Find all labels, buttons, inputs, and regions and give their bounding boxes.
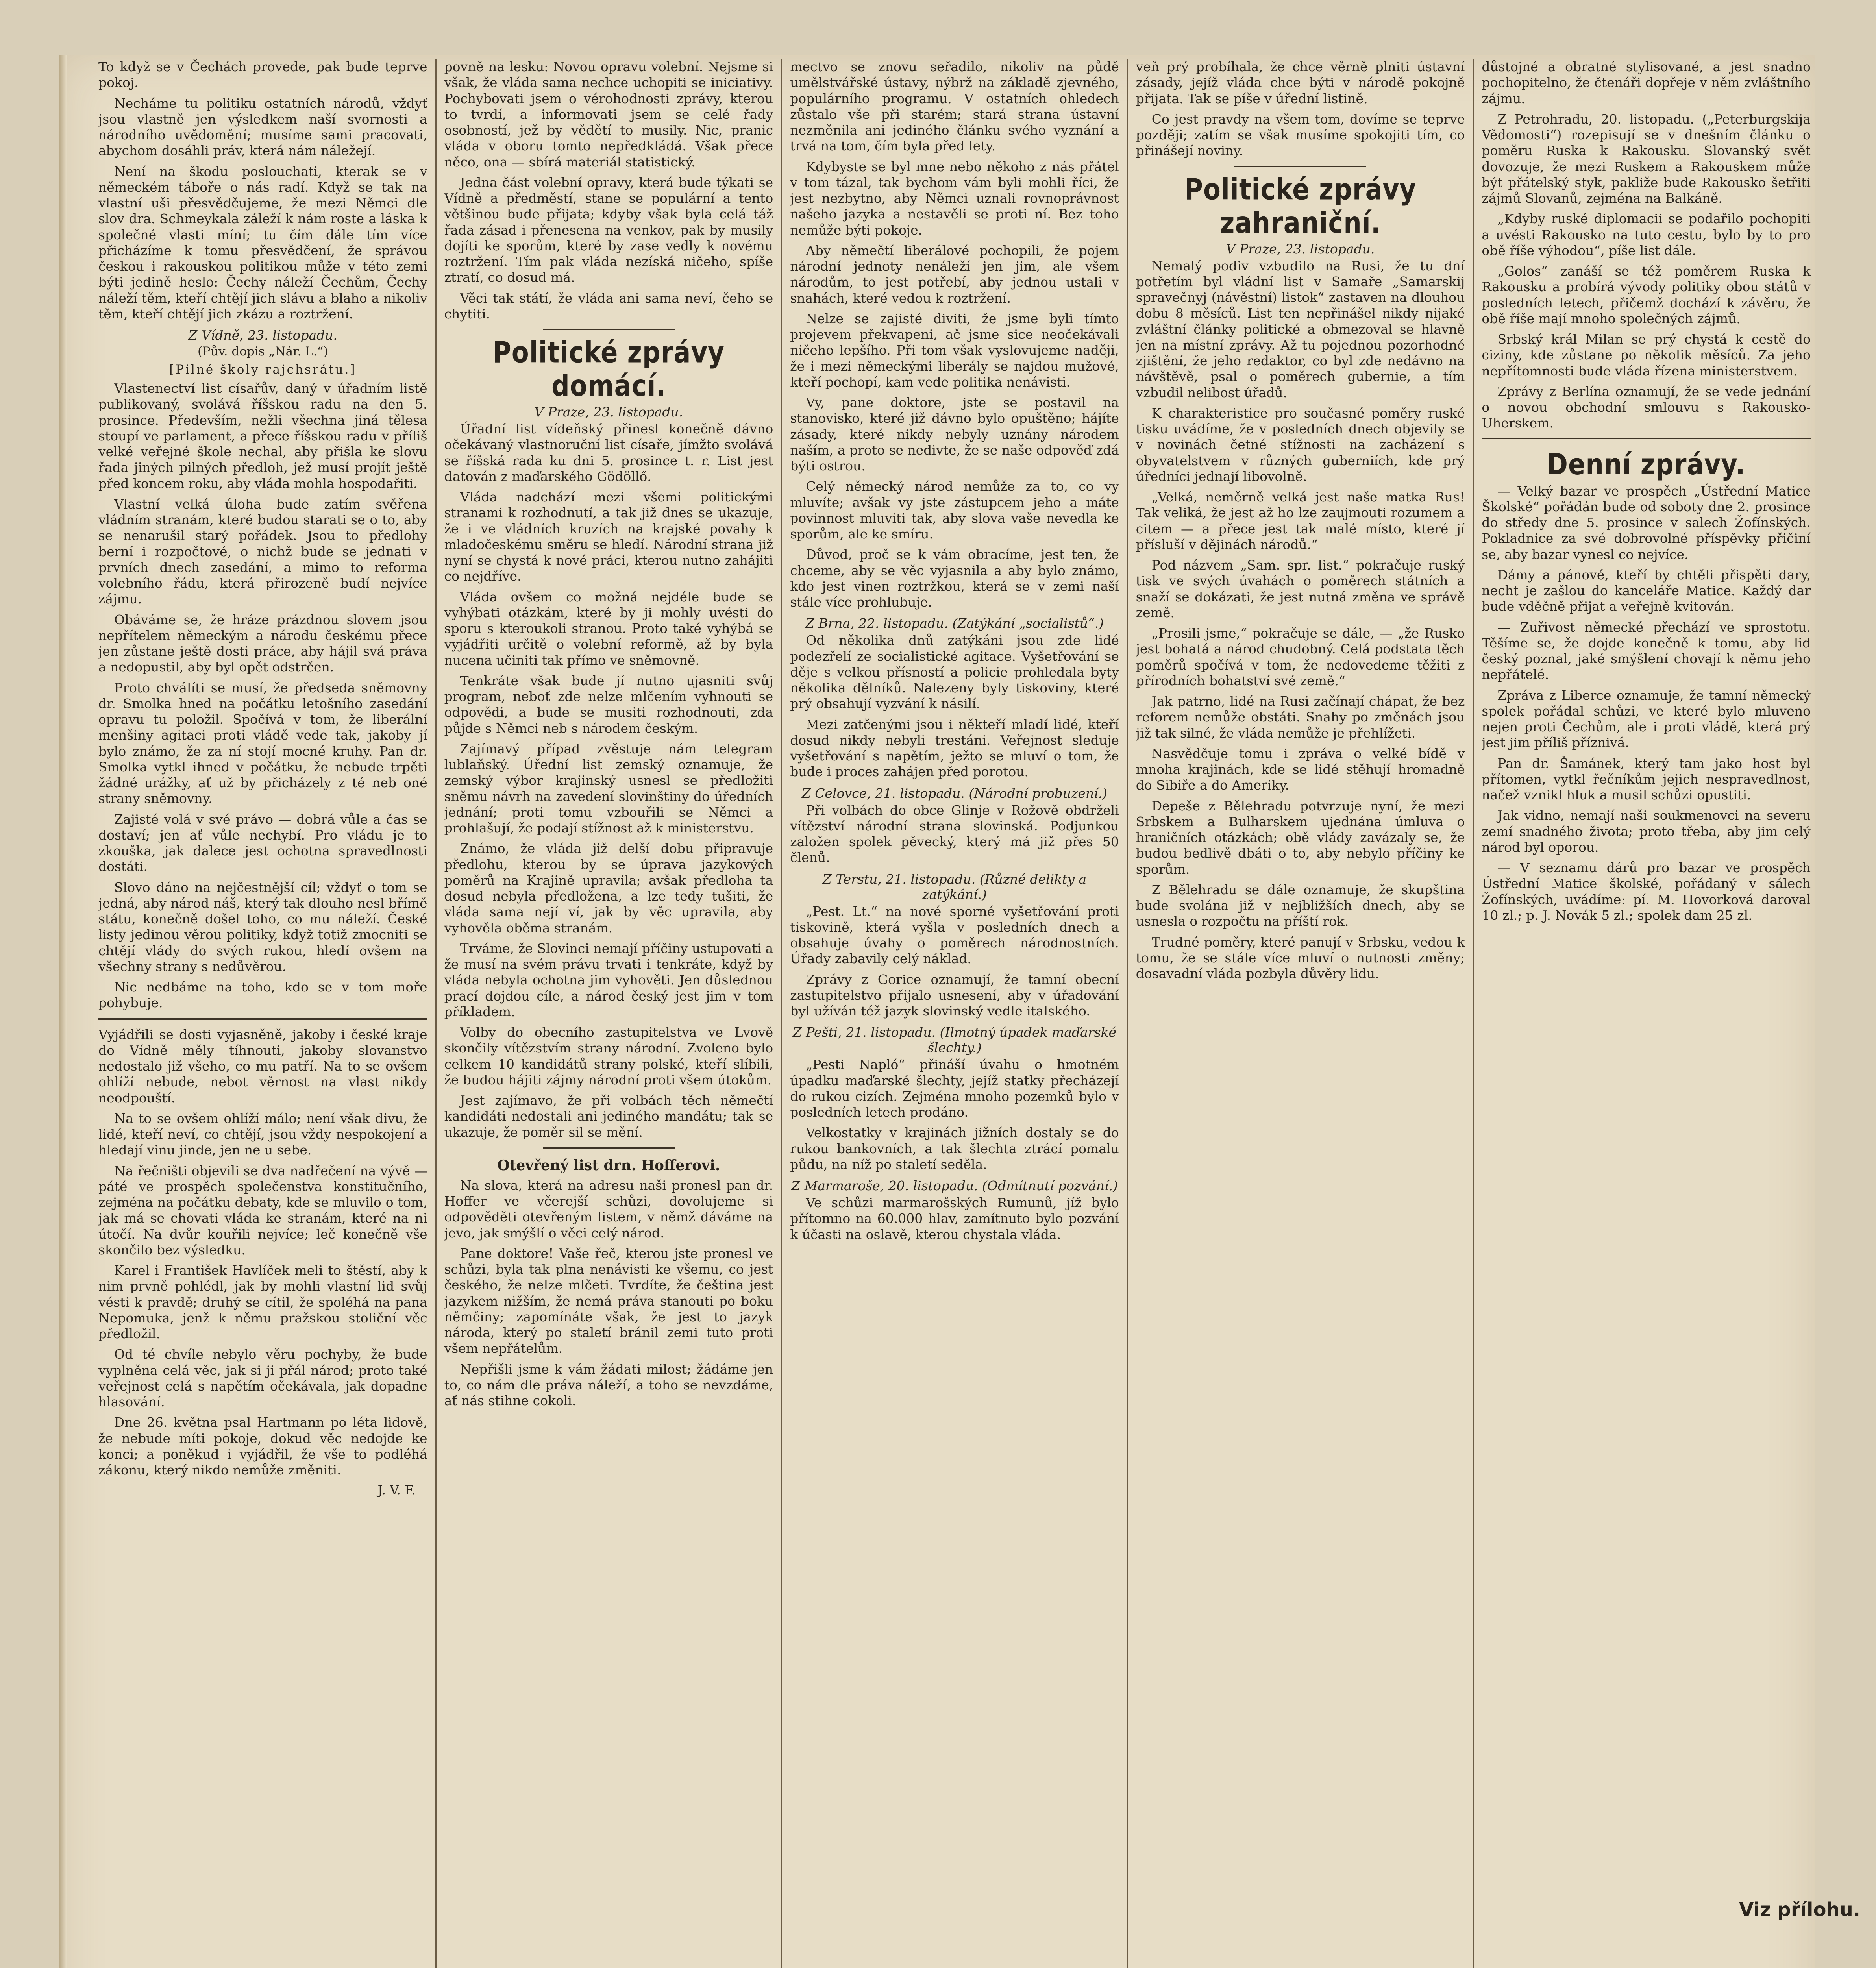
- divider: [543, 329, 674, 330]
- paragraph: Depeše z Bělehradu potvrzuje nyní, že mezi Srbskem a Bulharskem ujednána úmluva o hraničních otázkách; obě vlády zavázaly se, že budou bedlivě dbáti o to, aby nebylo příčiny ke sporům.: [1136, 798, 1465, 877]
- paragraph: Karel i František Havlíček meli to štěstí, aby k nim prvně pohlédl, jak by mohli vlastní lid svůj vésti k pravdě; druhý se cítil, že spoléhá na pana Nepomuka, jenž k němu pražskou stoliční věc předložil.: [98, 1263, 427, 1341]
- paragraph: Na řečništi objevili se dva nadřečení na vývě — páté ve prospěch společenstva konstitučního, zejména na počátku debaty, kde se mluvilo o tom, jak má se chovati vláda ke stranám, které na ni útočí. Na dvůr kouřili nejvíce; leč konečně vše skončilo bez výsledku.: [98, 1163, 427, 1258]
- dateline: V Praze, 23. listopadu.: [1226, 241, 1375, 257]
- paragraph: povně na lesku: Novou opravu volební. Nejsme si však, že vláda sama nechce uchopiti se iniciativy. Pochybovati jsem o vérohodnosti zprávy, kterou to tvrdí, a informovati jsem se celé řady osobností, jež by vědětí to musily. Nic, pranic vláda v oboru tomto nepředkládá. Však přece něco, ona — sbírá materiál statistický.: [444, 59, 773, 170]
- paragraph: „Kdyby ruské diplomacii se podařilo pochopiti a uvésti Rakousko na tuto cestu, bylo by to pro obě říše výhodou“, píše list dále.: [1482, 211, 1811, 258]
- paragraph: Jak vidno, nemají naši soukmenovci na severu zemí snadného života; proto třeba, aby jim celý národ byl oporou.: [1482, 808, 1811, 855]
- paragraph: Důvod, proč se k vám obracíme, jest ten, že chceme, aby se věc vyjasnila a aby bylo známo, kdo jest vinen roztržkou, která se v zemi naší stále více prohlubuje.: [790, 547, 1119, 610]
- paragraph: Nepřišli jsme k vám žádati milost; žádáme jen to, co nám dle práva náleží, a toho se nevzdáme, ať nás stihne cokoli.: [444, 1361, 773, 1408]
- paragraph: Pan dr. Šamánek, který tam jako host byl přítomen, vytkl řečníkům jejich nespravedlnost, načež vznikl hluk a musil schůzi opustiti.: [1482, 755, 1811, 803]
- paragraph: Aby němečtí liberálové pochopili, že pojem národní jednoty nenáleží jen jim, ale všem národům, to jest potřebí, aby jednou ustali v snahách, které vedou k roztržení.: [790, 242, 1119, 306]
- paragraph: Vy, pane doktore, jste se postavil na stanovisko, které již dávno bylo opuštěno; hájíte zásady, které nikdy nebyly uznány národem naším, a proto se nedivte, že se naše odpověď zdá býti ostrou.: [790, 395, 1119, 474]
- paragraph: Srbský král Milan se prý chystá k cestě do ciziny, kde zůstane po několik měsíců. Za jeho nepřítomnosti bude vláda řízena ministerstvem.: [1482, 331, 1811, 379]
- paragraph: Trváme, že Slovinci nemají příčiny ustupovati a že musí na svém právu trvati i tenkráte, když by vláda nebyla ochotna jim vyhověti. Jen důslednou prací dojdou cíle, a národ český jest jim v tom příkladem.: [444, 940, 773, 1019]
- paragraph: — Velký bazar ve prospěch „Ústřední Matice Školské“ pořádán bude od soboty dne 2. prosince do středy dne 5. prosince v salech Žofínských. Pokladnice za své dobrovolné příspěvky přičiní se, aby bazar vynesl co nejvíce.: [1482, 483, 1811, 562]
- paragraph: Zprávy z Gorice oznamují, že tamní obecní zastupitelstvo přijalo usnesení, aby v úřadování byl užíván též jazyk slovinský vedle italského.: [790, 971, 1119, 1019]
- divider: [543, 1147, 674, 1149]
- article-subtitle: [Pilné školy rajchsrátu.]: [169, 363, 357, 377]
- paragraph: Nemalý podiv vzbudilo na Rusi, že tu dní potřetím byl vládní list v Samaře „Samarskij spravečnyj (návěstní) listok“ zastaven na dlouhou dobu 8 měsíců. List ten nepřinášel nikdy nijaké zvláštní články politické a obmezoval se hlavně jen na místní zprávy. Až tu pojednou pozorhodné zjištění, že jeho redaktor, co byl zde nedávno na návštěvě, psal o poměrech gubernie, a tím vzbudil nelibost úřadů.: [1136, 258, 1465, 400]
- newspaper-columns: [98, 59, 1819, 1968]
- paragraph: „Velká, neměrně velká jest naše matka Rus! Tak veliká, že jest až ho lze zaujmouti rozumem a citem — a přece jest tak malé místo, které jí přísluší v dějinách národů.“: [1136, 489, 1465, 552]
- paragraph: Volby do obecního zastupitelstva ve Lvově skončily vítězstvím strany národní. Zvoleno bylo celkem 10 kandidátů strany polské, kteří slíbili, že budou hájiti zájmy národní proti všem útokům.: [444, 1025, 773, 1088]
- dateline: Z Celovce, 21. listopadu. (Národní probuzení.): [801, 785, 1108, 801]
- paragraph: Nechámе tu politiku ostatních národů, vždyť jsou vlastně jen výsledkem naší svornosti a národního uvědomění; musíme sami pracovati, abychom dosáhli práv, která nám náležejí.: [98, 95, 427, 159]
- paragraph: Věci tak státí, že vláda ani sama neví, čeho se chytiti.: [444, 290, 773, 322]
- paragraph: „Golos“ zanáší se též poměrem Ruska k Rakousku a probírá vývody politiky obou států v posledních letech, přičemž dochází k závěru, že obě říše mají mnoho společných zájmů.: [1482, 263, 1811, 326]
- paragraph: Známo, že vláda již delší dobu připravuje předlohu, kterou by se úprava jazykových poměrů na Krajině upravila; avšak předloha ta dosud nebyla předložena, a lze tedy tušiti, že vláda sama nejí ví, jak by věc upravila, aby vyhověla oběma stranám.: [444, 841, 773, 936]
- paragraph: Trudné poměry, které panují v Srbsku, vedou k tomu, že se stále více mluví o nutnosti změny; dosavadní vláda pozbyla důvěry lidu.: [1136, 934, 1465, 981]
- section-heading: Politické zprávy domácí.: [492, 336, 725, 403]
- dateline-source: (Pův. dopis „Nár. L.“): [197, 344, 328, 359]
- dateline: Z Terstu, 21. listopadu. (Různé delikty a zatýkání.): [822, 871, 1087, 902]
- paragraph: Nasvědčuje tomu i zpráva o velké bídě v mnoha krajinách, kde se lidé stěhují hromadně do Sibiře a do Ameriky.: [1136, 745, 1465, 793]
- paragraph: „Pest. Lt.“ na nové sporné vyšetřování proti tiskovině, která vyšla v posledních dnech a obsahuje úvahy o poměrech národnostních. Úřady zabavily celý náklad.: [790, 903, 1119, 967]
- dateline: Z Vídně, 23. listopadu.: [188, 327, 338, 343]
- paragraph: Od několika dnů zatýkáni jsou zde lidé podezřelí ze socialistické agitace. Vyšetřování se děje s velkou přísností a policie prohledala byty několika dělníků. Nalezeny byly tiskoviny, které prý obsahují vyzvání k násilí.: [790, 633, 1119, 712]
- paragraph: Celý německý národ nemůže za to, co vy mluvíte; avšak vy jste zástupcem jeho a máte povinnost mluviti tak, aby slova vaše nevedla ke sporům, ale ke smíru.: [790, 479, 1119, 542]
- paragraph: Jest zajímavo, že při volbách těch němečtí kandidáti nedostali ani jediného mandátu; tak se ukazuje, že poměr sil se mění.: [444, 1093, 773, 1140]
- article-heading: Otevřený list drn. Hofferovi.: [497, 1157, 720, 1174]
- paragraph: Vláda ovšem co možná nejdéle bude se vyhýbati otázkám, které by ji mohly uvésti do sporu s kteroukoli stranou. Proto také vyhýbá se vyjádřiti určitě o volební reformě, až by byla nucena učiniti tak přímo ve sněmovně.: [444, 589, 773, 668]
- column-2: [444, 59, 783, 1968]
- see-supplement-note: Viz přílohu.: [1739, 1899, 1860, 1921]
- section-divider: [98, 1018, 427, 1020]
- section-heading: Denní zprávy.: [1547, 448, 1746, 482]
- paragraph: Mezi zatčenými jsou i někteří mladí lidé, kteří dosud nikdy nebyli trestáni. Veřejnost sleduje vyšetřování s napětím, ježto se mluví o tom, že bude i proces zahájen před porotou.: [790, 716, 1119, 780]
- paragraph: Na slova, která na adresu naši pronesl pan dr. Hoffer ve včerejší schůzi, dovolujeme si odpověděti otevřeným listem, v němž dáváme na jevo, jak smýšlí o věci celý národ.: [444, 1177, 773, 1241]
- paragraph: Obáváme se, že hráze prázdnou slovem jsou nepřítelem německým a národu českému přece jen zůstane ještě dosti práce, aby hájil svá práva a nedopustil, aby byl opět odstrčen.: [98, 612, 427, 675]
- dateline: Z Pešti, 21. listopadu. (Ilmotný úpadek maďarské šlechty.): [792, 1025, 1117, 1056]
- paragraph: Slovo dáno na nejčestnější cíl; vždyť o tom se jedná, aby národ náš, který tak dlouho nesl břímě státu, konečně došel toho, co mu náleží. České listy jedinou věrou politiky, když totiž zmocniti se chtějí vlády do svých rukou, hledí ovšem na všechny strany s nedůvěrou.: [98, 879, 427, 974]
- paragraph: Nelze se zajisté diviti, že jsme byli tímto projevem překvapeni, ač jsme sice neočekávali ničeho lepšího. Při tom však vyslovujeme naději, že i mezi německými liberály se najdou mužové, kteří pochopí, kam vede politika nenávisti.: [790, 311, 1119, 390]
- column-4: [1136, 59, 1474, 1968]
- column-3: [790, 59, 1128, 1968]
- paragraph: Od té chvíle nebylo věru pochyby, že bude vyplněna celá věc, jak si ji přál národ; proto také veřejnost celá s napětím očekávala, jak dopadne hlasování.: [98, 1347, 427, 1409]
- paragraph: Zpráva z Liberce oznamuje, že tamní německý spolek pořádal schůzi, ve které bylo mluveno nejen proti Čechům, ale i proti vládě, která prý jest jim příliš příznivá.: [1482, 687, 1811, 751]
- paragraph: Zprávy z Berlína oznamují, že se vede jednání o novou obchodní smlouvu s Rakousko-Uherskem.: [1482, 383, 1811, 431]
- paragraph: K charakteristice pro současné poměry ruské tisku uvádíme, že v posledních dnech objevily se v novinách četné stížnosti na zacházení s obyvatelstvem v různých guberniích, kde prý úředníci jednají libovolně.: [1136, 405, 1465, 484]
- paragraph: důstojné a obratné stylisované, a jest snadno pochopitelno, že čtenáři dopřeje v něm zvláštního zájmu.: [1482, 59, 1811, 106]
- dateline: Z Marmaroše, 20. listopadu. (Odmítnutí pozvání.): [791, 1178, 1118, 1193]
- dateline: Z Brna, 22. listopadu. (Zatýkání „socialistů“.): [805, 616, 1104, 631]
- paragraph: veň prý probíhala, že chce věrně plniti ústavní zásady, jejíž vláda chce býti v národě pokojně přijata. Tak se píše v úřední listině.: [1136, 59, 1465, 106]
- paragraph: Pod názvem „Sam. spr. list.“ pokračuje ruský tisk ve svých úvahách o poměrech státních a snaží se dokázati, že jest nutná změna ve správě země.: [1136, 557, 1465, 620]
- paragraph: Velkostatky v krajinách jižních dostaly se do rukou bankovních, a tak šlechta ztrácí pomalu půdu, na níž po staletí seděla.: [790, 1125, 1119, 1172]
- paragraph: Kdybyste se byl mne nebo někoho z nás přátel v tom tázal, tak bychom vám byli mohli říci, že jest nezbytno, aby Němci uznali rovnoprávnost našeho jazyka a nestavěli se proti ní. Bez toho nemůže býti pokoje.: [790, 159, 1119, 238]
- divider: [1234, 166, 1366, 167]
- paragraph: — V seznamu dárů pro bazar ve prospěch Ústřední Matice školské, pořádaný v sálech Žofínských, uvádíme: pí. M. Hovorková daroval 10 zl.; p. J. Novák 5 zl.; spolek dam 25 zl.: [1482, 860, 1811, 923]
- paragraph: Vláda nadchází mezi všemi politickými stranami k rozhodnutí, a tak již dnes se ukazuje, že i ve vládních kruzích na krajské povahy k mladočeskému směru se hledí. Národní strana již nyní se chystá k nové práci, kterou nutno zahájiti co nejdříve.: [444, 489, 773, 584]
- author-signature: J. V. F.: [377, 1483, 416, 1498]
- paragraph: Vlastní velká úloha bude zatím svěřena vládním stranám, které budou starati se o to, aby se nenarušil starý pořádek. Jsou to předlohy berní i rozpočtové, o nichž bude se jednati v prvních dnech zasedání, a mimo to reforma volebního řádu, která přirozeně budí nejvíce zájmu.: [98, 496, 427, 607]
- paragraph: Jedna část volební opravy, která bude týkati se Vídně a předměstí, stane se populární a tento většinou bude přijata; kdyby však byla celá táž řada zásad i přenesena na venkov, pak by musily dojíti ke sporům, které by zase vedly k novému roztržení. Tím pak vláda nezíská ničeho, spíše ztratí, co dosud má.: [444, 174, 773, 285]
- paragraph: Jak patrno, lidé na Rusi začínají chápat, že bez reforem nemůže obstáti. Snahy po změnách jsou již tak silné, že vláda nemůže je přehlížeti.: [1136, 694, 1465, 741]
- paragraph: „Pesti Napló“ přináší úvahu o hmotném úpadku maďarské šlechty, jejíž statky přecházejí do rukou cizích. Zejména mnoho pozemků bylo v posledních letech prodáno.: [790, 1057, 1119, 1120]
- paragraph: mectvo se znovu seřadilo, nikoliv na půdě umělstvářské ústavy, nýbrž na základě zjevného, populárního programu. V ostatních ohledech zůstalo vše při starém; stará strana ústavní nezměnila ani jediného článku svého vyznání a trvá na tom, čím byla před lety.: [790, 59, 1119, 154]
- paragraph: Dámy a pánové, kteří by chtěli přispěti dary, necht je zašlou do kanceláře Matice. Každý dar bude vděčně přijat a veřejně kvitován.: [1482, 567, 1811, 614]
- column-5: [1482, 59, 1819, 1968]
- paragraph: Proto chválíti se musí, že předseda sněmovny dr. Smolka hned na počátku letošního zasedání opravu tu položil. Spočívá v tom, že liberální menšiny agitaci proti vládě vede tak, jakoby jí bylo známo, že za ní stojí mocné kruhy. Pan dr. Smolka vytkl ihned v počátku, že nebude trpěti žádné urážky, ať už by přicházely z té neb oné strany sněmovny.: [98, 680, 427, 806]
- paragraph: Zajisté volá v své právo — dobrá vůle a čas se dostaví; jen ať vůle nechybí. Pro vládu je to zkouška, jak dalece jest ochotna spravedlnosti dostáti.: [98, 811, 427, 875]
- paragraph: Při volbách do obce Glinje v Rožově obdrželi vítězství národní strana slovinská. Podjunkou založen spolek pěvecký, který má již přes 50 členů.: [790, 802, 1119, 866]
- paragraph: Vyjádřili se dosti vyjasněně, jakoby i české kraje do Vídně měly tíhnouti, jakoby slovanstvo nedostalo již všeho, co mu patří. Na to se ovšem ohlíží nebude, nebot věrnost na vlast nikdy neodpouští.: [98, 1027, 427, 1106]
- paragraph: Na to se ovšem ohlíží málo; není však divu, že lidé, kteří neví, co chtějí, jsou vždy nespokojení a hledají vinu jinde, jen ne u sebe.: [98, 1110, 427, 1158]
- column-1: [98, 59, 437, 1968]
- paragraph: Není na škodu poslouchati, kterak se v německém táboře o nás radí. Když se tak na vlastní uši přesvědčujeme, že mezi Němci dle slov dra. Schmeykala záleží k nám roste a láska k společné vlasti míní; tu čím dále tím více přicházíme k tomu přesvědčení, že správou českou i rakouskou politikou může v této zemi býti jedině heslo: Čechy náleží Čechům, Čechy náleží těm, kteří chtějí jich slávu a blaho a nikoliv těm, kteří chtějí jich zkázu a roztržení.: [98, 163, 427, 322]
- paragraph: Pane doktore! Vaše řeč, kterou jste pronesl ve schůzi, byla tak plna nenávisti ke všemu, co jest českého, že nelze mlčeti. Tvrdíte, že čeština jest jazykem nižším, že nemá práva stanouti po boku němčiny; zapomínáte však, že jest to jazyk národa, který po staletí bránil zemi tuto proti všem nepřátelům.: [444, 1245, 773, 1356]
- paragraph: Tenkráte však bude jí nutno ujasniti svůj program, neboť zde nelze mlčením vyhnouti se odpovědi, a bude se musiti rozhodnouti, zda půjde s Němci neb s národem českým.: [444, 673, 773, 736]
- paragraph: Úřadní list vídeňský přinesl konečně dávno očekávaný vlastnoruční list císaře, jímžto svolává se říšská rada ku dni 5. prosince t. r. List jest datován z maďarského Gödöllő.: [444, 421, 773, 484]
- paragraph: Dne 26. května psal Hartmann po léta lidově, že nebude míti pokoje, dokud věc nedojde ke konci; a poněkud i vyjádřil, že vše to podléhá zákonu, který nikdo nemůže změniti.: [98, 1415, 427, 1478]
- paragraph: To když se v Čechách provede, pak bude teprve pokoj.: [98, 59, 427, 91]
- paragraph: — Zuřivost německé přechází ve sprostotu. Těšíme se, že dojde konečně k tomu, aby lid český poznal, jaké smýšlení chovají k němu jeho nepřátelé.: [1482, 619, 1811, 683]
- dateline: V Praze, 23. listopadu.: [534, 404, 683, 420]
- section-heading: Politické zprávy zahraniční.: [1184, 173, 1417, 240]
- paragraph: Vlastenectví list císařův, daný v úřadním listě publikovaný, svolává říšskou radu na den 5. prosince. Především, nežli všechna jiná tělesa stoupí ve parlament, a přece říšskou radu v příliš velké veřejné škole nechal, aby přišla ke slovu řada jiných pilných předloh, jež musí projít ještě před koncem roku, aby vláda mohla hospodařiti.: [98, 381, 427, 491]
- paragraph: Ve schůzi marmarošských Rumunů, jíž bylo přítomno na 60.000 hlav, zamítnuto bylo pozvání k účasti na oslavě, kterou chystala vláda.: [790, 1195, 1119, 1242]
- paragraph: Co jest pravdy na všem tom, dovíme se teprve později; zatím se však musíme spokojiti tím, co přinášejí noviny.: [1136, 111, 1465, 159]
- page-fold-edge: [59, 55, 67, 1968]
- paragraph: Nic nedbáme na toho, kdo se v tom moře pohybuje.: [98, 979, 427, 1011]
- paragraph: „Prosili jsme,“ pokračuje se dále, — „že Rusko jest bohatá a národ chudobný. Celá podstata těch poměrů spočívá v tom, že nedovedeme těžiti z přírodních bohatství své země.“: [1136, 625, 1465, 688]
- section-divider: [1482, 438, 1811, 440]
- paragraph: Zajímavý případ zvěstuje nám telegram lublaňský. Úřední list zemský oznamuje, že zemský výbor krajinský usnesl se předložiti sněmu návrh na zavedení slovinštiny do úředních jednání; proti tomu vzbouřili se Němci a prohlašují, že podají stížnost až k ministerstvu.: [444, 741, 773, 836]
- paragraph: Z Bělehradu se dále oznamuje, že skupština bude svolána již v nejbližších dnech, aby se usnesla o rozpočtu na příští rok.: [1136, 882, 1465, 929]
- paragraph: Z Petrohradu, 20. listopadu. („Peterburgskija Vědomosti“) rozepisují se v dnešním článku o poměru Ruska k Rakousku. Slovanský svět dovozuje, že mezi Ruskem a Rakouskem může být přátelský styk, pakliže bude Rakousko šetřiti zájmů Slovanů, zejména na Balkáně.: [1482, 111, 1811, 206]
